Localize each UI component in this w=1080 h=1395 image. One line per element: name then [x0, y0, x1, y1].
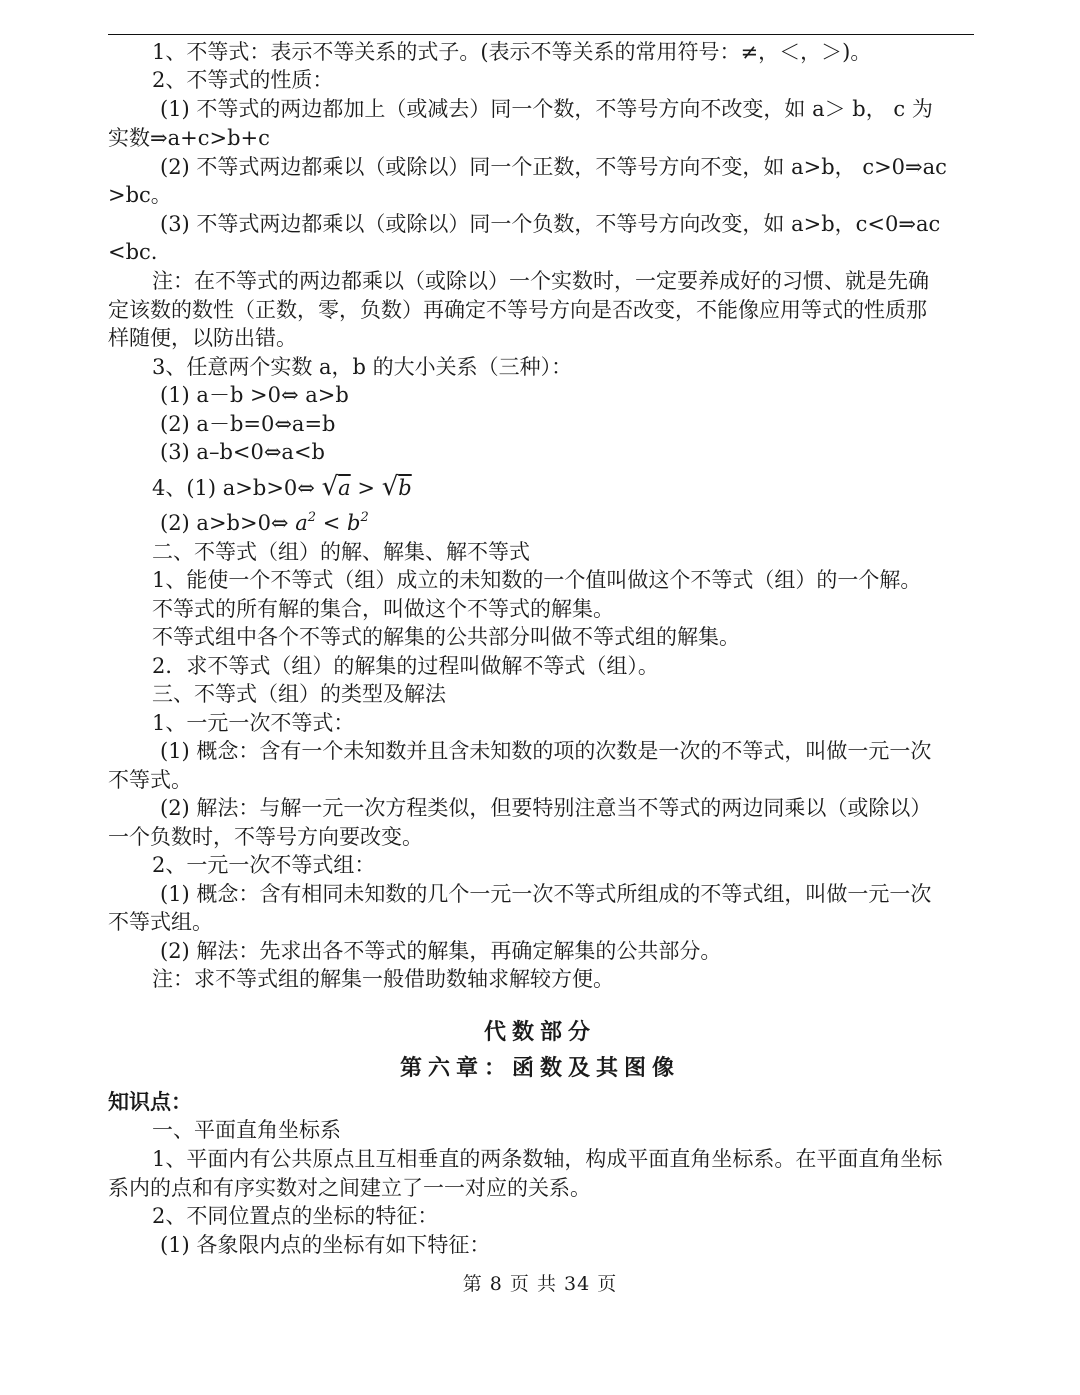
text-line: 实数⇒a+c>b+c	[108, 126, 270, 150]
text-line: 1、一元一次不等式：	[152, 711, 355, 735]
text-line: 注：在不等式的两边都乘以（或除以）一个实数时，一定要养成好的习惯、就是先确	[152, 269, 929, 293]
text-line: (1) 概念：含有相同未知数的几个一元一次不等式所组成的不等式组，叫做一元一次	[160, 882, 932, 906]
text-line: 2、不同位置点的坐标的特征：	[152, 1204, 439, 1228]
text-line: (1) a－b >0⇔ a>b	[160, 383, 349, 407]
text-line: 三、不等式（组）的类型及解法	[152, 682, 446, 706]
text-line: 不等式的所有解的集合，叫做这个不等式的解集。	[152, 597, 614, 621]
knowledge-heading: 知识点：	[108, 1089, 192, 1114]
text-line: (2) 不等式两边都乘以（或除以）同一个正数，不等号方向不变，如 a>b， c>0⇒ac	[160, 155, 947, 179]
text-line: (2) 解法：先求出各不等式的解集，再确定解集的公共部分。	[160, 939, 722, 963]
text-line: 注：求不等式组的解集一般借助数轴求解较方便。	[152, 967, 614, 991]
math-line-prefix: (2) a>b>0⇔	[160, 511, 289, 535]
math-line-prefix: 4、(1) a>b>0⇔	[152, 476, 315, 500]
text-line: <bc.	[108, 240, 158, 264]
text-line: 2、一元一次不等式组：	[152, 853, 376, 877]
header-rule	[108, 34, 974, 35]
text-line: (3) 不等式两边都乘以（或除以）同一个负数，不等号方向改变，如 a>b，c<0⇒ac	[160, 212, 941, 236]
section-title: 代数部分	[483, 1019, 596, 1045]
page-footer: 第 8 页 共 34 页	[462, 1273, 618, 1295]
text-line: 2．求不等式（组）的解集的过程叫做解不等式（组）。	[152, 654, 659, 678]
text-line: 不等式组。	[108, 910, 213, 934]
text-line: 不等式组中各个不等式的解集的公共部分叫做不等式组的解集。	[152, 625, 740, 649]
text-line: 一个负数时，不等号方向要改变。	[108, 825, 423, 849]
text-line: 一、平面直角坐标系	[152, 1118, 341, 1142]
text-line: (1) 不等式的两边都加上（或减去）同一个数，不等号方向不改变，如 a＞ b， c 为	[160, 97, 933, 121]
chapter-title: 第六章：函数及其图像	[399, 1055, 680, 1081]
text-line: 1、不等式：表示不等关系的式子。(表示不等关系的常用符号：≠，＜，＞)。	[152, 40, 872, 64]
text-line: 样随便，以防出错。	[108, 326, 297, 350]
text-line: (2) a－b=0⇔a=b	[160, 412, 336, 436]
text-line: 1、能使一个不等式（组）成立的未知数的一个值叫做这个不等式（组）的一个解。	[152, 568, 922, 592]
text-line: >bc。	[108, 183, 172, 207]
text-line: 二、不等式（组）的解、解集、解不等式	[152, 540, 530, 564]
text-line: 不等式。	[108, 768, 192, 792]
text-line: 1、平面内有公共原点且互相垂直的两条数轴，构成平面直角坐标系。在平面直角坐标	[152, 1147, 943, 1171]
square-expression: $a^2 < b^2$	[295, 510, 369, 535]
text-line: 系内的点和有序实数对之间建立了一一对应的关系。	[108, 1176, 591, 1200]
text-line: (3) a–b<0⇔a<b	[160, 440, 325, 464]
text-line: (1) 各象限内点的坐标有如下特征：	[160, 1233, 491, 1257]
text-line: 定该数的数性（正数，零，负数）再确定不等号方向是否改变，不能像应用等式的性质那	[108, 298, 927, 322]
sqrt-a-expression: √a > √b	[321, 472, 412, 502]
text-line: 2、不等式的性质：	[152, 68, 334, 92]
text-line: (1) 概念：含有一个未知数并且含未知数的项的次数是一次的不等式，叫做一元一次	[160, 739, 932, 763]
text-line: 3、任意两个实数 a，b 的大小关系（三种）：	[152, 355, 573, 379]
text-line: (2) 解法：与解一元一次方程类似，但要特别注意当不等式的两边同乘以（或除以）	[160, 796, 932, 820]
math-line-square	[160, 509, 369, 537]
math-line-sqrt	[152, 473, 412, 501]
